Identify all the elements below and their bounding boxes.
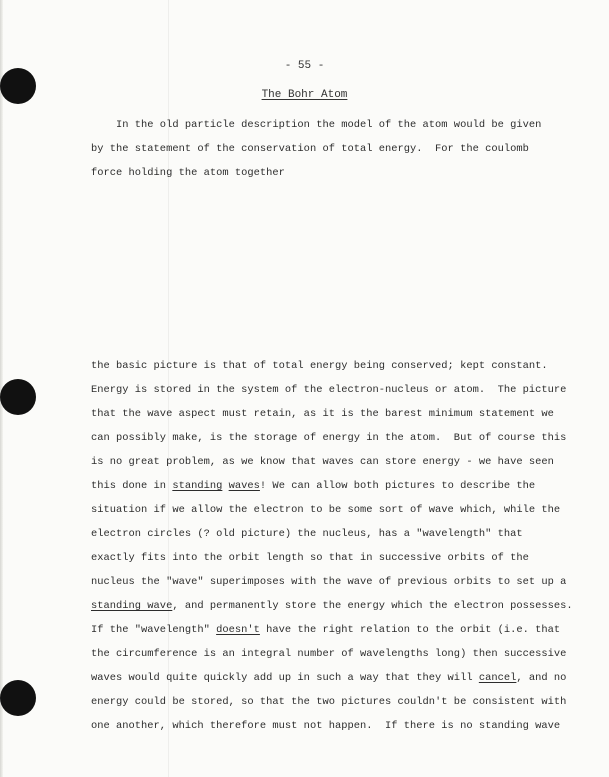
text-segment: , and no: [516, 672, 567, 684]
text-segment: , and permanently store the energy which the electron possesses.: [172, 600, 573, 612]
punch-hole-bottom: [0, 680, 36, 716]
text-line: exactly fits into the orbit length so that in successive orbits of the: [91, 552, 529, 564]
text-line: is no great problem, as we know that waves can store energy - we have seen: [91, 456, 554, 468]
text-segment: waves would quite quickly add up in such a way that they will: [91, 672, 479, 684]
text-line: one another, which therefore must not happen. If there is no standing wave: [91, 720, 561, 732]
underlined-term: standing: [172, 480, 223, 492]
text-line: Energy is stored in the system of the electron-nucleus or atom. The picture: [91, 384, 567, 396]
text-line: [91, 600, 573, 612]
underlined-term: standing wave: [91, 600, 173, 612]
text-line: the basic picture is that of total energy being conserved; kept constant.: [91, 360, 548, 372]
text-line: [91, 672, 566, 684]
text-line: In the old particle description the model of the atom would be given: [91, 119, 542, 131]
page-title: [0, 89, 609, 101]
page-number: - 55 -: [284, 60, 325, 72]
text-line: that the wave aspect must retain, as it is the barest minimum statement we: [91, 408, 554, 420]
underlined-term: doesn't: [216, 624, 260, 636]
text-line: [91, 624, 560, 636]
underlined-term: cancel: [478, 672, 517, 684]
text-line: situation if we allow the electron to be some sort of wave which, while the: [91, 504, 561, 516]
text-line: the circumference is an integral number of wavelengths long) then successive: [91, 648, 567, 660]
text-segment: ! We can allow both pictures to describe the: [259, 480, 536, 492]
text-segment: have the right relation to the orbit (i.e. that: [259, 624, 561, 636]
text-line: by the statement of the conservation of total energy. For the coulomb: [91, 143, 529, 155]
text-line: can possibly make, is the storage of energy in the atom. But of course this: [91, 432, 567, 444]
underlined-term: waves: [228, 480, 260, 492]
text-segment: If the "wavelength": [91, 624, 217, 636]
text-line: electron circles (? old picture) the nucleus, has a "wavelength" that: [91, 528, 523, 540]
text-segment: this done in: [91, 480, 173, 492]
text-line: [91, 480, 535, 492]
text-line: energy could be stored, so that the two pictures couldn't be consistent with: [91, 696, 567, 708]
title-text: The Bohr Atom: [261, 89, 348, 101]
text-line: force holding the atom together: [91, 167, 285, 179]
punch-hole-middle: [0, 379, 36, 415]
text-line: nucleus the "wave" superimposes with the wave of previous orbits to set up a: [91, 576, 567, 588]
